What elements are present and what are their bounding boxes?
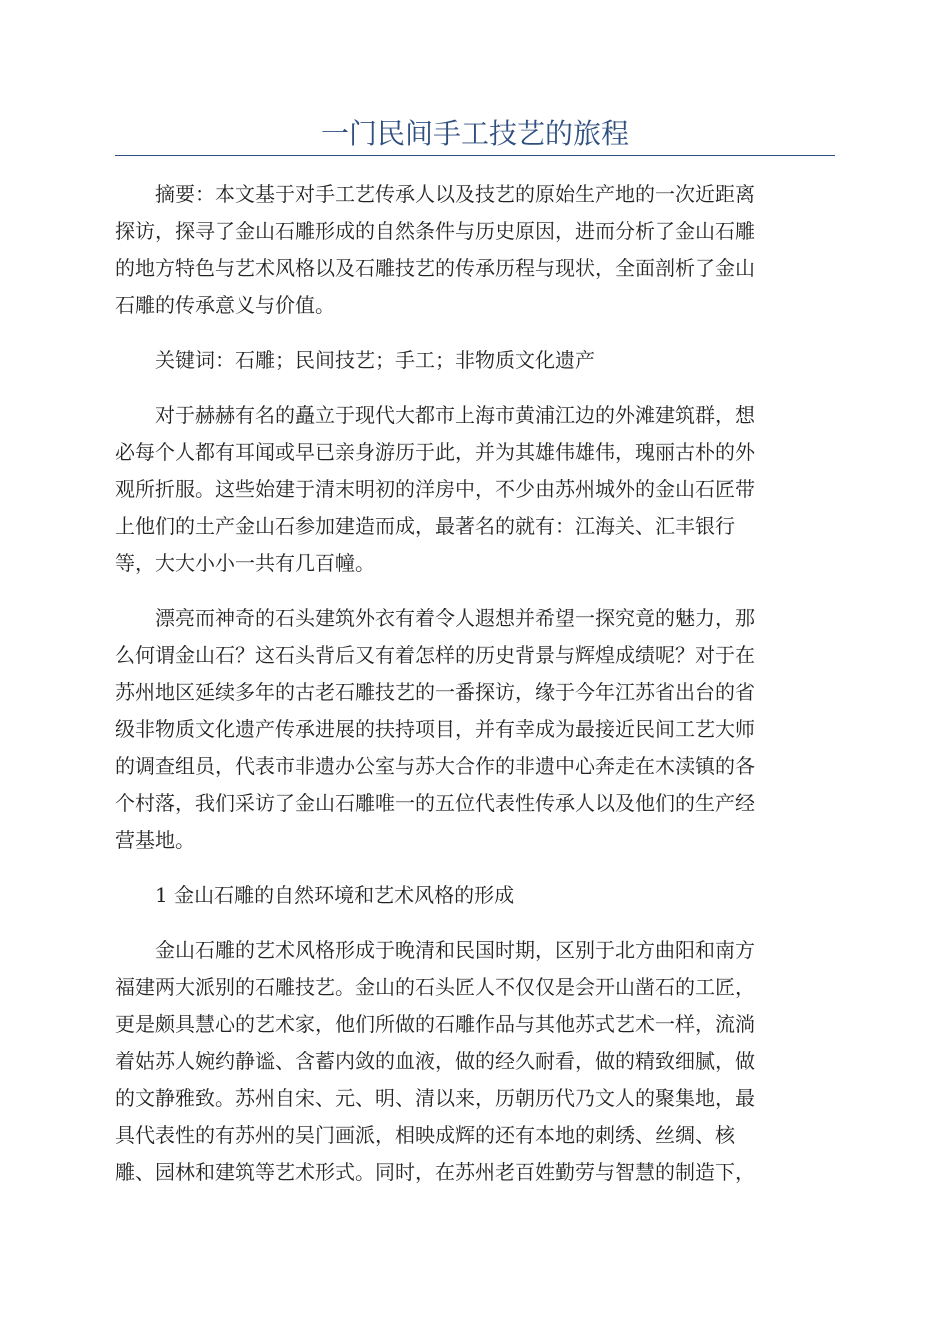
document-body <box>115 176 835 1209</box>
body-paragraph: 金山石雕的艺术风格形成于晚清和民国时期，区别于北方曲阳和南方 福建两大派别的石雕技艺。金山的石头匠人不仅仅是会开山凿石的工匠， 更是颇具慧心的艺术家，他们所做的石雕作品与其他苏式艺术一样，流淌 着姑苏人婉约静谧、含蓄内敛的血液，做的经久耐看，做的精致细腻，做 的文静雅致。苏州自宋、元、明、清以来，历朝历代乃文人的聚集地，最 具代表性的有苏州的吴门画派，相映成辉的还有本地的刺绣、丝绸、核 雕、园林和建筑等艺术形式。同时，在苏州老百姓勤劳与智慧的制造下， <box>115 938 755 1184</box>
title-underline <box>115 155 835 156</box>
title-block <box>115 115 835 156</box>
body-paragraph: 对于赫赫有名的矗立于现代大都市上海市黄浦江边的外滩建筑群，想 必每个人都有耳闻或早已亲身游历于此，并为其雄伟雄伟，瑰丽古朴的外 观所折服。这些始建于清末明初的洋房中，不少由苏州城外的金山石匠带 上他们的土产金山石参加建造而成，最著名的就有：江海关、汇丰银行 等，大大小小一共有几百幢。 <box>115 403 755 575</box>
section-heading: 1 金山石雕的自然环境和艺术风格的形成 <box>155 883 515 907</box>
page-title: 一门民间手工技艺的旅程 <box>320 117 629 150</box>
body-paragraph: 漂亮而神奇的石头建筑外衣有着令人遐想并希望一探究竟的魅力，那 么何谓金山石？这石头背后又有着怎样的历史背景与辉煌成绩呢？对于在 苏州地区延续多年的古老石雕技艺的一番探访，缘于今年江苏省出台的省 级非物质文化遗产传承进展的扶持项目，并有幸成为最接近民间工艺大师 的调查组员，代表市非遗办公室与苏大合作的非遗中心奔走在木渎镇的各 个村落，我们采访了金山石雕唯一的五位代表性传承人以及他们的生产经 营基地。 <box>115 606 755 852</box>
keywords-paragraph: 关键词：石雕；民间技艺；手工；非物质文化遗产 <box>155 348 595 372</box>
abstract-paragraph: 摘要：本文基于对手工艺传承人以及技艺的原始生产地的一次近距离 探访，探寻了金山石雕形成的自然条件与历史原因，进而分析了金山石雕 的地方特色与艺术风格以及石雕技艺的传承历程与现状，全面剖析了金山 石雕的传承意义与价值。 <box>115 182 755 317</box>
